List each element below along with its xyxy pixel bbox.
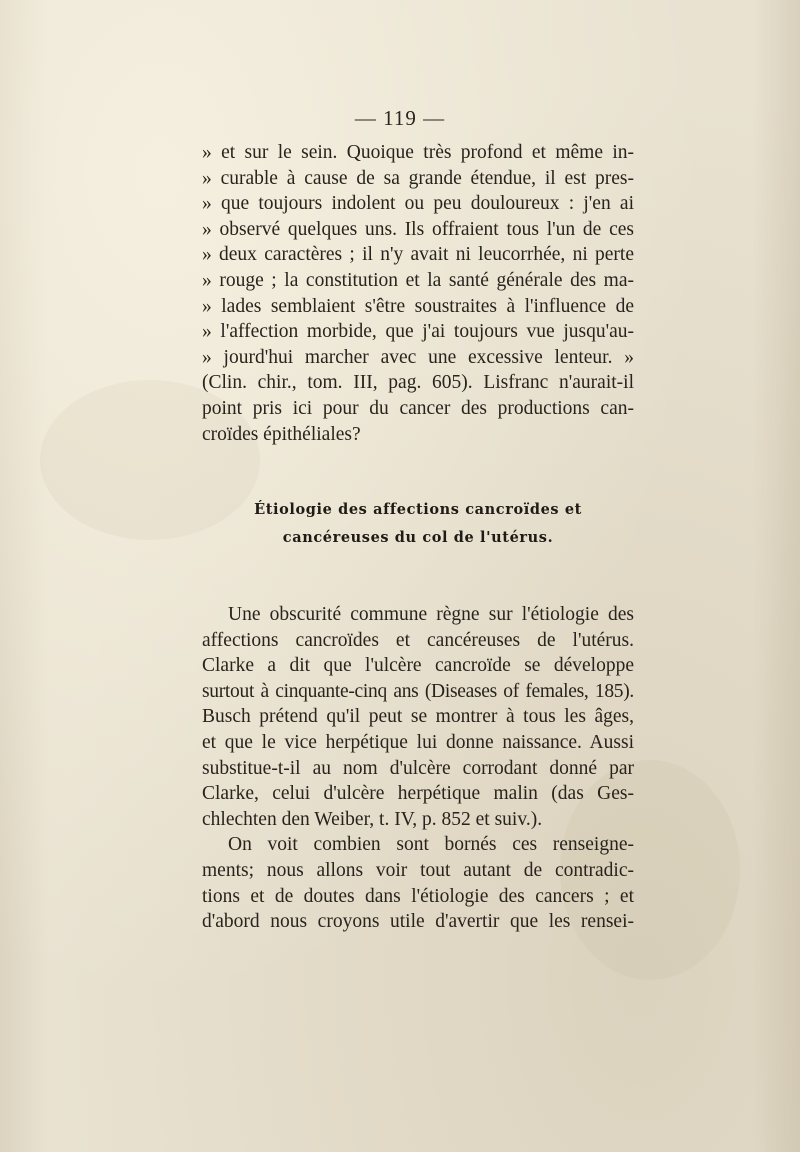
text-line: Une obscurité commune règne sur l'étiologie des xyxy=(228,604,634,625)
text-line: croïdes épithéliales? xyxy=(202,423,361,445)
text-line: affections cancroïdes et cancéreuses de l'utérus. xyxy=(202,629,634,651)
text-line: » que toujours indolent ou peu douloureux : j'en ai xyxy=(202,193,634,215)
text-line: d'abord nous croyons utile d'avertir que les rensei- xyxy=(202,911,634,933)
text-line: » et sur le sein. Quoique très profond et même in- xyxy=(202,142,634,163)
text-line: » rouge ; la constitution et la santé générale des ma- xyxy=(202,269,634,291)
paragraph-etiology xyxy=(202,602,634,935)
text-line: tions et de doutes dans l'étiologie des cancers ; et xyxy=(202,885,634,907)
section-heading-line: cancéreuses du col de l'utérus. xyxy=(282,529,554,546)
text-line: substitue-t-il au nom d'ulcère corrodant donné par xyxy=(202,757,634,779)
text-line: chlechten den Weiber, t. IV, p. 852 et suiv.). xyxy=(202,808,543,830)
text-line: (Clin. chir., tom. III, pag. 605). Lisfranc n'aurait-il xyxy=(202,372,634,394)
page-number: — 119 — xyxy=(354,106,446,130)
text-line: » jourd'hui marcher avec une excessive lenteur. » xyxy=(202,346,634,368)
text-line: » deux caractères ; il n'y avait ni leucorrhée, ni perte xyxy=(202,244,634,266)
text-line: On voit combien sont bornés ces renseigne- xyxy=(228,834,634,856)
section-heading-line: Étiologie des affections cancroïdes et xyxy=(254,501,582,518)
text-line: Clarke, celui d'ulcère herpétique malin (das Ges- xyxy=(202,783,634,805)
text-line: » observé quelques uns. Ils offraient tous l'un de ces xyxy=(202,218,634,240)
text-line: » l'affection morbide, que j'ai toujours vue jusqu'au- xyxy=(202,321,634,343)
text-line: Busch prétend qu'il peut se montrer à tous les âges, xyxy=(202,706,634,728)
text-line: point pris ici pour du cancer des productions can- xyxy=(202,397,634,419)
text-line: ments; nous allons voir tout autant de contradic- xyxy=(202,859,634,881)
text-line: » curable à cause de sa grande étendue, il est pres- xyxy=(202,167,634,189)
text-line: » lades semblaient s'être soustraites à l'influence de xyxy=(202,295,634,317)
section-heading xyxy=(202,496,634,552)
text-line: surtout à cinquante-cinq ans (Diseases of females, 185). xyxy=(202,680,634,702)
text-line: et que le vice herpétique lui donne naissance. Aussi xyxy=(202,731,634,753)
paragraph-continued-quote xyxy=(202,140,634,447)
text-line: Clarke a dit que l'ulcère cancroïde se développe xyxy=(202,655,634,677)
